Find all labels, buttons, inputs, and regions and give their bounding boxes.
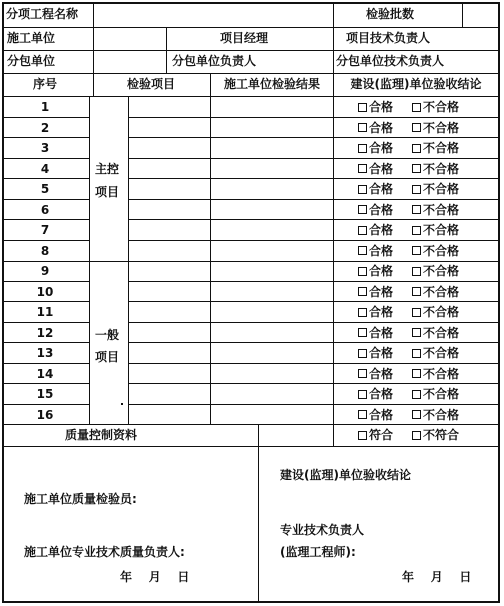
fail-checkbox[interactable]: 不合格 xyxy=(412,305,459,319)
checkbox-icon xyxy=(358,103,367,112)
item-header: 检验项目 xyxy=(126,77,176,91)
checkbox-icon xyxy=(412,369,421,378)
pass-checkbox[interactable]: 合格 xyxy=(358,121,393,135)
supervision-conclusion-label: 建设(监理)单位验收结论 xyxy=(280,468,411,482)
checkbox-icon xyxy=(412,267,421,276)
conclusion-header: 建设(监理)单位验收结论 xyxy=(350,77,482,91)
fail-checkbox[interactable]: 不合格 xyxy=(412,223,459,237)
checkbox-icon xyxy=(358,185,367,194)
batch-count-label: 检验批数 xyxy=(366,7,415,21)
pass-checkbox[interactable]: 合格 xyxy=(358,100,393,114)
checkbox-icon xyxy=(358,164,367,173)
pass-checkbox[interactable]: 合格 xyxy=(358,182,393,196)
checkbox-icon xyxy=(412,287,421,296)
nonconform-checkbox[interactable]: 不符合 xyxy=(412,428,459,442)
checkbox-icon xyxy=(358,390,367,399)
row-number: 16 xyxy=(36,407,54,422)
checkbox-icon xyxy=(412,226,421,235)
fail-checkbox[interactable]: 不合格 xyxy=(412,121,459,135)
row-number: 5 xyxy=(40,182,50,196)
pass-checkbox[interactable]: 合格 xyxy=(358,223,393,237)
fail-checkbox[interactable]: 不合格 xyxy=(412,264,459,278)
fail-checkbox[interactable]: 不合格 xyxy=(412,326,459,340)
main-group-label-2: 项目 xyxy=(95,185,120,199)
checkbox-icon xyxy=(412,308,421,317)
checkbox-icon xyxy=(358,246,367,255)
main-group-label-1: 主控 xyxy=(95,162,120,176)
checkbox-icon xyxy=(412,185,421,194)
construction-unit-label: 施工单位 xyxy=(7,31,56,45)
project-name-label: 分项工程名称 xyxy=(6,7,79,21)
fail-checkbox[interactable]: 不合格 xyxy=(412,367,459,381)
subcontract-tech-lead-label: 分包单位技术负责人 xyxy=(336,54,445,68)
pass-checkbox[interactable]: 合格 xyxy=(358,203,393,217)
checkbox-icon xyxy=(412,328,421,337)
row-number: 2 xyxy=(40,120,50,135)
checkbox-icon xyxy=(412,349,421,358)
fail-checkbox[interactable]: 不合格 xyxy=(412,387,459,401)
checkbox-icon xyxy=(358,431,367,440)
form-border xyxy=(2,2,500,603)
seq-header: 序号 xyxy=(32,77,58,91)
pass-checkbox[interactable]: 合格 xyxy=(358,305,393,319)
dot-mark xyxy=(121,403,123,405)
tech-quality-lead-label: 施工单位专业技术质量负责人: xyxy=(24,545,185,559)
checkbox-icon xyxy=(358,226,367,235)
pass-checkbox[interactable]: 合格 xyxy=(358,326,393,340)
fail-checkbox[interactable]: 不合格 xyxy=(412,346,459,360)
pass-checkbox[interactable]: 合格 xyxy=(358,408,393,422)
row-number: 13 xyxy=(36,346,54,360)
checkbox-icon xyxy=(412,164,421,173)
row-number: 14 xyxy=(36,366,54,381)
checkbox-icon xyxy=(358,369,367,378)
pass-checkbox[interactable]: 合格 xyxy=(358,264,393,278)
checkbox-icon xyxy=(358,308,367,317)
row-number: 12 xyxy=(36,325,54,340)
result-header: 施工单位检验结果 xyxy=(223,77,321,91)
conform-checkbox[interactable]: 符合 xyxy=(358,428,393,442)
checkbox-icon xyxy=(412,431,421,440)
inspector-label: 施工单位质量检验员: xyxy=(24,492,137,506)
row-number: 3 xyxy=(40,141,50,155)
supervisor-label: (监理工程师): xyxy=(280,545,356,559)
tech-lead-label: 项目技术负责人 xyxy=(346,31,431,45)
row-number: 1 xyxy=(40,100,50,114)
checkbox-icon xyxy=(358,144,367,153)
pass-checkbox[interactable]: 合格 xyxy=(358,285,393,299)
general-group-label-2: 项目 xyxy=(95,350,120,364)
row-number: 9 xyxy=(40,264,50,278)
row-number: 10 xyxy=(36,284,54,299)
fail-checkbox[interactable]: 不合格 xyxy=(412,408,459,422)
checkbox-icon xyxy=(358,349,367,358)
fail-checkbox[interactable]: 不合格 xyxy=(412,162,459,176)
checkbox-icon xyxy=(412,205,421,214)
date-left: 年 月 日 xyxy=(120,570,190,584)
subcontract-unit-label: 分包单位 xyxy=(7,54,56,68)
pass-checkbox[interactable]: 合格 xyxy=(358,387,393,401)
fail-checkbox[interactable]: 不合格 xyxy=(412,141,459,155)
checkbox-icon xyxy=(412,103,421,112)
pass-checkbox[interactable]: 合格 xyxy=(358,141,393,155)
pass-checkbox[interactable]: 合格 xyxy=(358,367,393,381)
checkbox-icon xyxy=(358,410,367,419)
checkbox-icon xyxy=(358,267,367,276)
subcontract-lead-label: 分包单位负责人 xyxy=(172,54,257,68)
pass-checkbox[interactable]: 合格 xyxy=(358,244,393,258)
checkbox-icon xyxy=(412,390,421,399)
row-number: 4 xyxy=(40,161,50,176)
fail-checkbox[interactable]: 不合格 xyxy=(412,203,459,217)
checkbox-icon xyxy=(412,123,421,132)
project-manager-label: 项目经理 xyxy=(220,31,269,45)
checkbox-icon xyxy=(412,246,421,255)
row-number: 7 xyxy=(40,223,50,237)
row-number: 11 xyxy=(36,305,54,319)
pass-checkbox[interactable]: 合格 xyxy=(358,346,393,360)
fail-checkbox[interactable]: 不合格 xyxy=(412,285,459,299)
checkbox-icon xyxy=(358,123,367,132)
fail-checkbox[interactable]: 不合格 xyxy=(412,100,459,114)
row-number: 6 xyxy=(40,202,50,217)
checkbox-icon xyxy=(358,287,367,296)
pro-tech-lead-label: 专业技术负责人 xyxy=(280,523,365,537)
checkbox-icon xyxy=(412,144,421,153)
checkbox-icon xyxy=(358,205,367,214)
row-number: 15 xyxy=(36,387,54,401)
fail-checkbox[interactable]: 不合格 xyxy=(412,244,459,258)
date-right: 年 月 日 xyxy=(402,570,472,584)
checkbox-icon xyxy=(412,410,421,419)
quality-control-label: 质量控制资料 xyxy=(65,428,138,442)
pass-checkbox[interactable]: 合格 xyxy=(358,162,393,176)
fail-checkbox[interactable]: 不合格 xyxy=(412,182,459,196)
row-number: 8 xyxy=(40,243,50,258)
checkbox-icon xyxy=(358,328,367,337)
general-group-label-1: 一般 xyxy=(95,328,120,342)
